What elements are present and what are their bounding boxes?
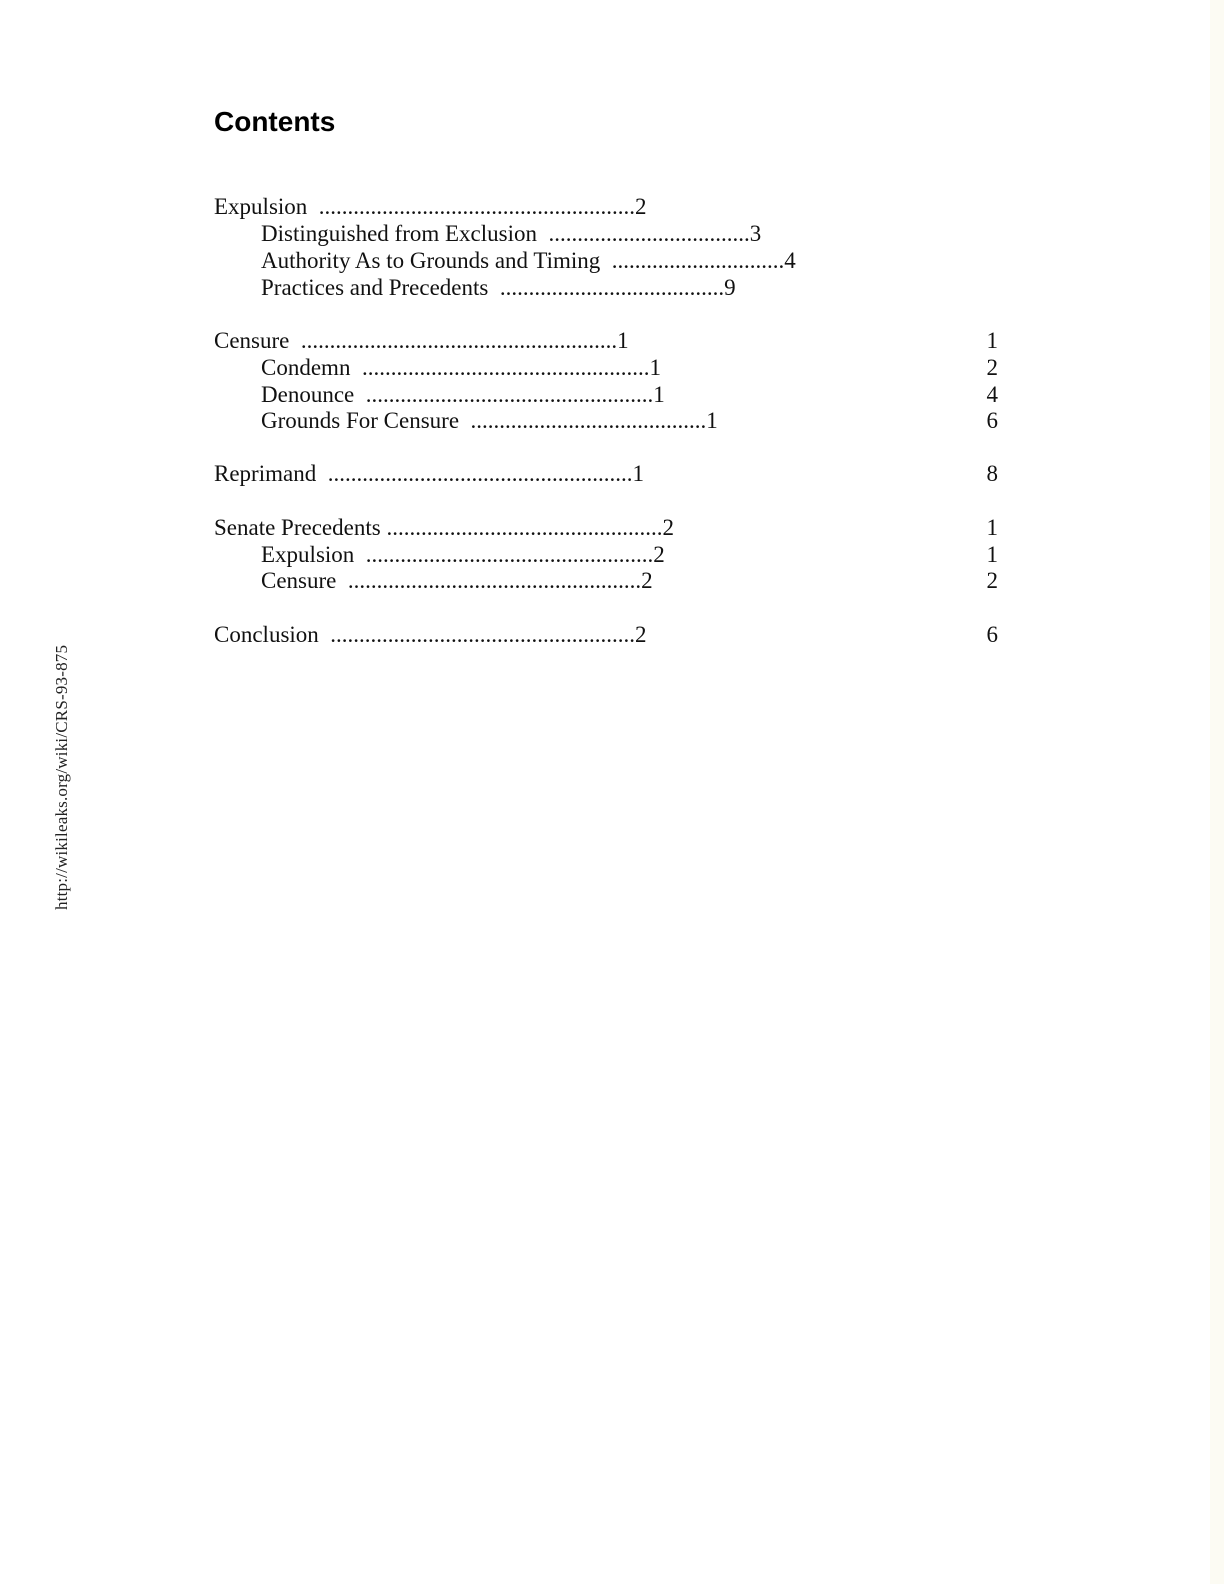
toc-leader: ......................................... — [470, 408, 707, 433]
toc-page: 1 — [617, 328, 629, 353]
toc-label: Censure — [214, 328, 290, 353]
toc-page: 1 — [653, 382, 665, 407]
toc-label: Expulsion — [261, 542, 355, 567]
toc-leader: ................................................ — [386, 515, 663, 540]
toc-leader: ................................... — [548, 221, 750, 246]
page-title: Contents — [214, 106, 336, 137]
toc-page: 2 — [635, 194, 647, 219]
toc-page: 2 — [662, 515, 674, 540]
toc-page: 1 — [706, 408, 718, 433]
toc-page-digit: 2 — [986, 568, 998, 593]
toc-label: Grounds For Censure — [261, 408, 460, 433]
toc-entry-senate-censure[interactable] — [261, 567, 653, 594]
toc-page: 2 — [653, 542, 665, 567]
side-url: http://wikileaks.org/wiki/CRS-93-875 — [52, 644, 71, 910]
toc-page: 1 — [632, 461, 644, 486]
toc-leader: .................................................. — [365, 382, 654, 407]
toc-entry-senate-expulsion[interactable] — [261, 541, 665, 568]
toc-entry-expulsion[interactable] — [214, 193, 647, 220]
toc-label: Censure — [261, 568, 337, 593]
toc-label: Denounce — [261, 382, 355, 407]
toc-leader: ....................................................... — [300, 328, 618, 353]
toc-label: Expulsion — [214, 194, 308, 219]
toc-leader: .............................. — [611, 248, 785, 273]
toc-page-digit: 1 — [986, 542, 998, 567]
toc-entry-senate-precedents[interactable] — [214, 514, 674, 541]
toc-page: 2 — [641, 568, 653, 593]
toc-leader: ..................................................... — [327, 461, 633, 486]
toc-page-digit: 8 — [986, 461, 998, 486]
toc-entry-practices-precedents[interactable] — [261, 274, 736, 301]
toc-entry-reprimand[interactable] — [214, 460, 644, 487]
toc-leader: ................................................... — [347, 568, 642, 593]
toc-page: 9 — [724, 275, 736, 300]
toc-leader: .................................................. — [365, 542, 654, 567]
toc-page-digit: 4 — [986, 382, 998, 407]
toc-label: Authority As to Grounds and Timing — [261, 248, 601, 273]
toc-label: Condemn — [261, 355, 351, 380]
toc-page: 2 — [635, 622, 647, 647]
toc-entry-denounce[interactable] — [261, 381, 665, 408]
toc-entry-censure[interactable] — [214, 327, 629, 354]
toc-leader: .................................................. — [361, 355, 650, 380]
toc-page-digit: 1 — [986, 328, 998, 353]
toc-entry-authority-grounds-timing[interactable] — [261, 247, 796, 274]
toc-page-digit: 2 — [986, 355, 998, 380]
toc-label: Distinguished from Exclusion — [261, 221, 537, 246]
toc-page-digit: 6 — [986, 622, 998, 647]
toc-label: Reprimand — [214, 461, 317, 486]
toc-leader: ..................................................... — [330, 622, 636, 647]
toc-page: 1 — [649, 355, 661, 380]
toc-entry-grounds-for-censure[interactable] — [261, 407, 718, 434]
toc-page: 3 — [749, 221, 762, 246]
toc-label: Practices and Precedents — [261, 275, 489, 300]
toc-label: Senate Precedents — [214, 515, 381, 540]
toc-entry-conclusion[interactable] — [214, 621, 647, 648]
toc-leader: ....................................................... — [318, 194, 636, 219]
toc-page-digit: 6 — [986, 408, 998, 433]
toc-leader: ....................................... — [499, 275, 725, 300]
toc-entry-distinguished-from-exclusion[interactable] — [261, 220, 761, 247]
toc-entry-condemn[interactable] — [261, 354, 661, 381]
toc-page: 4 — [784, 248, 796, 273]
toc-label: Conclusion — [214, 622, 319, 647]
toc-page-digit: 1 — [986, 515, 998, 540]
